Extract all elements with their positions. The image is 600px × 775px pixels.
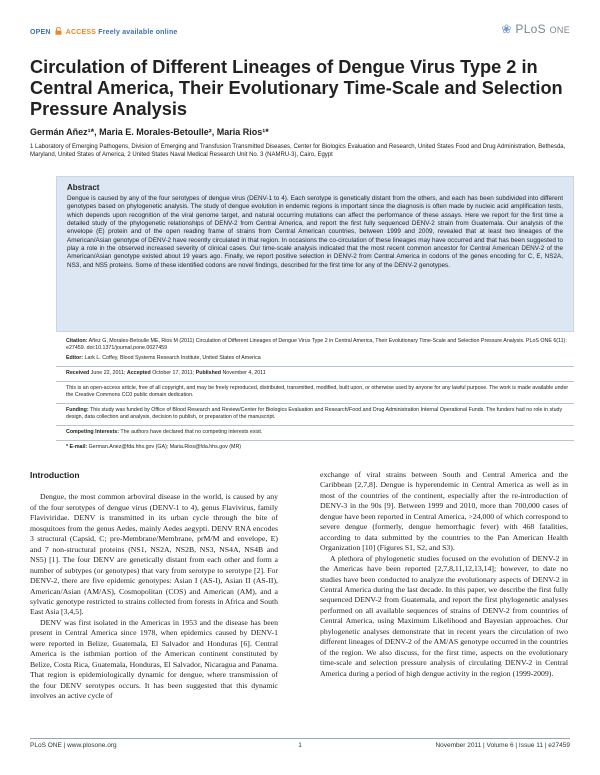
intro-paragraph: Dengue, the most common arboviral disease in the world, is caused by any of the four serotypes of dengue virus (DENV-1 to 4), genus Flavivirus, family Flaviviridae. DENV is transmitted in its urban cycle through the bite of mosquitoes from the genus Aedes, mainly Aedes aegypti. DENV RNA encodes 3 structural (Capsid, C; pre-Membrane/Membrane, prM/M and envelope, E) and 7 non-structural proteins (NS1, NS2A, NS2B, NS3, NS4A, NS4B and NS5) [1]. The four DENV are genetically distant from each other and form a number of subtypes (or genotypes) that vary from serotype to serotype [2]. For DENV-2, there are five epidemic genotypes: Asian I (AS-I), Asian II (AS-II), American/Asian (AM/AS), Cosmopolitan (COS) and American (AM), and a sylvatic genotype restricted to strains collected from forests in Africa and South East Asia [3,4,5]. [30,492,278,617]
dates [66,370,572,377]
competing-text: The authors have declared that no competing interests exist. [118,429,263,435]
intro-paragraph: DENV was first isolated in the Americas in 1953 and the disease has been present in Central America since 1978, when epidemics caused by DENV-1 were reported in Belize, Guatemala, El Salvador and Honduras [6]. Central America is the isthmian portion of the American continent constituted by Belize, Costa Rica, Guatemala, Honduras, El Salvador, Nicaragua and Panama. That region is epidemiologically dynamic for dengue, where transmission of the four DENV serotypes occurs. It has been suggested that this dynamic involves an active cycle of [30,617,278,701]
funding-label: Funding: [66,407,89,413]
access-label: ACCESS [65,29,97,36]
received-date: June 22, 2011; [89,370,127,376]
open-access-badge [30,27,178,36]
email-label: * E-mail: [66,444,88,450]
editor-label: Editor: [66,355,84,361]
citation-label: Citation: [66,338,88,344]
open-lock-icon [55,27,62,35]
footer-issue: November 2011 | Volume 6 | Issue 11 | e27459 [435,742,570,749]
citation [66,338,572,352]
plos-one-logo [501,22,570,36]
meta-divider [56,425,574,426]
left-column [30,470,278,702]
right-column [320,470,568,679]
plos-logo-text: PLoS [515,22,546,36]
footer-divider [30,738,570,739]
meta-divider [56,403,574,404]
email-text: German.Anez@fda.hhs.gov (GA); Maria.Rios@fda.hhs.gov (MR) [87,444,242,450]
page-number: 1 [298,742,302,749]
meta-divider [56,440,574,441]
license: This is an open-access article, free of all copyright, and may be freely reproduced, distributed, transmitted, modified, built upon, or otherwise used by anyone for any lawful purpose. The work is made available under the Creative Commons CC0 public domain dedication. [66,385,569,398]
author-list: Germán Añez¹*, Maria E. Morales-Betoulle², Maria Rios¹* [30,127,269,137]
abstract-panel [56,176,574,332]
intro-paragraph: A plethora of phylogenetic studies focused on the evolution of DENV-2 in the Americas have been reported [2,7,8,11,12,13,14]; however, to date no studies have been conducted to analyze the evolutionary aspects of DENV-2 in Central America during the last decade. In this paper, we describe the first fully sequenced DENV-2 from Guatemala, and report the first phylogenetic analyses performed on all available sequences of strains of DENV-2 from countries of Central America, using Maximum Likelihood and Bayesian approaches. Our phylogenetic analyses demonstrate that in recent years the circulation of two different lineages of DENV-2 of the AM/AS genotype occurred in the countries of the region. We also discuss, for the first time, aspects on the evolutionary time-scale and selection pressure analysis of circulating DENV-2 in Central America during a period of high dengue activity in the region (1999-2009). [320,553,568,678]
email [66,444,572,451]
editor [66,355,572,362]
article-title: Circulation of Different Lineages of Dengue Virus Type 2 in Central America, Their Evolutionary Time-Scale and Selection Pressure Analysis [30,57,563,119]
funding-text: This study was funded by Office of Blood Research and Review/Center for Biologics Evaluation and Research/Food and Drug Administration Internal Operational Funds. The funders had no role in study design, data collection and analysis, decision to publish, or preparation of the manuscript. [66,407,563,420]
footer-journal: PLoS ONE | www.plosone.org [30,742,117,749]
journal-header [30,22,570,44]
meta-divider [56,366,574,367]
editor-text: Lark L. Coffey, Blood Systems Research Institute, United States of America [83,355,261,361]
competing-label: Competing Interests: [66,429,119,435]
intro-paragraph: exchange of viral strains between South and Central America and the Caribbean [2,7,8]. Dengue is hyperendemic in Central America as well as in most of the countries of the continent, especially after the re-introduction of DENV-3 in the 90s [9]. Between 1999 and 2010, more than 700,000 cases of dengue have been reported in Central America, >24,000 of which correspond to severe dengue (formerly, dengue hemorrhagic fever) with 468 fatalities, according to data submitted by the countries to the Pan American Health Organization [10] (Figures S1, S2, and S3). [320,470,568,553]
affiliations: 1 Laboratory of Emerging Pathogens, Division of Emerging and Transfusion Transmitted Diseases, Center for Biologics Evaluation and Research, United States Food and Drug Administration, Bethesda, Maryland, United States of America, 2 United States Naval Medical Research Unit No. 3 (NAMRU-3), Cairo, Egypt [30,144,566,159]
meta-divider [56,381,574,382]
accepted-date: October 17, 2011; [150,370,196,376]
plos-logo-icon: ❀ [501,22,512,36]
received-label: Received [66,370,90,376]
published-label: Published [195,370,221,376]
introduction-heading: Introduction [30,470,80,480]
freely-available-label: Freely available online [98,29,178,36]
citation-text: Añez G, Morales-Betoulle ME, Rios M (2011) Circulation of Different Lineages of Dengue Virus Type 2 in Central America, Their Evolutionary Time-Scale and Selection Pressure Analysis. PLoS ONE 6(11): e27459. doi:10.1371/journal.pone.0027459 [66,338,567,351]
published-date: November 4, 2011 [221,370,266,376]
open-label: OPEN [30,29,51,36]
abstract-text: Dengue is caused by any of the four serotypes of dengue virus (DENV-1 to 4). Each serotype is genetically distant from the others, and each has been subdivided into different genotypes based on phylogenetic analysis. The study of dengue evolution in endemic regions is important since the diagnosis is often made by nucleic acid amplification tests, which depends upon recognition of the viral genome target, and natural occurring mutations can affect the performance of these assays. Here we report for the first time a detailed study of the phylogenetic relationships of DENV-2 from Central America, and report the first fully sequenced DENV-2 strain from Guatemala. Our analysis of the envelope (E) protein and of the open reading frame of strains from Central American countries, between 1999 and 2009, revealed that at least two lineages of the American/Asian genotype of DENV-2 have recently circulated in that region. In occasions the co-circulation of these lineages may have occurred and that has been suggested to play a role in the observed increased severity of clinical cases. Our time-scale analysis indicated that the most recent common ancestor for Central American DENV-2 of the American/Asian genotype existed about 19 years ago. Finally, we report positive selection in DENV-2 from Central America in codons of the genes encoding for C, E, NS2A, NS3, and NS5 proteins. Some of these identified codons are novel findings, described for the first time for any of the DENV-2 genotypes. [67,195,563,269]
abstract-heading: Abstract [67,183,100,192]
plos-logo-one: ONE [549,25,570,35]
funding [66,407,572,421]
competing-interests [66,429,572,436]
accepted-label: Accepted [126,370,151,376]
